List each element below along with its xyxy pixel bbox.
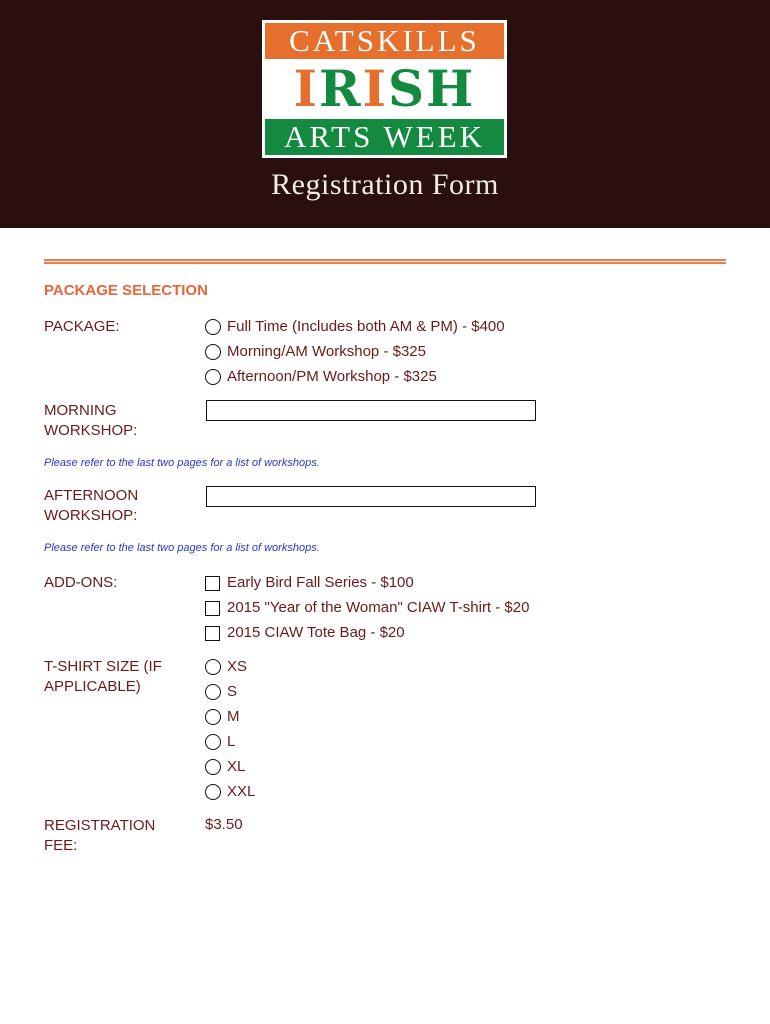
checkbox-icon[interactable]	[205, 626, 220, 641]
afternoon-label-line1: AFTERNOON	[44, 487, 139, 504]
radio-icon[interactable]	[205, 684, 221, 700]
fee-label-line2: FEE:	[44, 837, 78, 854]
tshirt-label-line2: APPLICABLE)	[44, 678, 141, 695]
fee-label-line1: REGISTRATION	[44, 817, 156, 834]
radio-icon[interactable]	[205, 734, 221, 750]
tshirt-label-line1: T-SHIRT SIZE (IF	[44, 658, 162, 675]
tshirt-size-label-text: XXL	[227, 783, 256, 800]
addon-option-tote-bag[interactable]	[205, 623, 405, 643]
package-option-label: Full Time (Includes both AM & PM) - $400	[227, 318, 505, 335]
radio-icon[interactable]	[205, 709, 221, 725]
tshirt-size-label-text: XS	[227, 658, 248, 675]
tshirt-size-label-text: XL	[227, 758, 246, 775]
morning-workshop-field[interactable]	[206, 400, 536, 421]
addons-label: ADD-ONS:	[44, 574, 118, 591]
radio-icon[interactable]	[205, 784, 221, 800]
tshirt-size-l[interactable]	[205, 732, 235, 752]
morning-label-line1: MORNING	[44, 402, 117, 419]
afternoon-workshop-field[interactable]	[206, 486, 536, 507]
radio-icon[interactable]	[205, 759, 221, 775]
logo-mid-text: IRISH	[293, 59, 476, 118]
afternoon-workshop-label	[44, 486, 138, 526]
addon-option-label: Early Bird Fall Series - $100	[227, 574, 414, 591]
addon-option-early-bird[interactable]	[205, 573, 414, 593]
checkbox-icon[interactable]	[205, 601, 220, 616]
radio-icon[interactable]	[205, 659, 221, 675]
section-title: PACKAGE SELECTION	[44, 282, 208, 299]
tshirt-size-label-text: L	[227, 733, 236, 750]
morning-workshop-note: Please refer to the last two pages for a list of workshops.	[44, 457, 320, 469]
tshirt-size-xl[interactable]	[205, 757, 245, 777]
addon-option-label: 2015 "Year of the Woman" CIAW T-shirt - $20	[227, 599, 530, 616]
page-title: Registration Form	[271, 168, 499, 201]
logo-top-text: CATSKILLS	[265, 23, 504, 59]
package-option-afternoon[interactable]	[205, 367, 437, 387]
radio-icon[interactable]	[205, 344, 221, 360]
morning-workshop-label	[44, 401, 137, 441]
catskills-irish-arts-week-logo	[262, 20, 507, 158]
tshirt-size-label-text: S	[227, 683, 238, 700]
addon-option-label: 2015 CIAW Tote Bag - $20	[227, 624, 405, 641]
package-option-label: Afternoon/PM Workshop - $325	[227, 368, 437, 385]
radio-icon[interactable]	[205, 319, 221, 335]
tshirt-size-label	[44, 657, 162, 697]
page-header	[0, 0, 770, 228]
tshirt-size-xxl[interactable]	[205, 782, 255, 802]
radio-icon[interactable]	[205, 369, 221, 385]
afternoon-workshop-note: Please refer to the last two pages for a list of workshops.	[44, 542, 320, 554]
package-label: PACKAGE:	[44, 318, 120, 335]
tshirt-size-label-text: M	[227, 708, 240, 725]
addon-option-tshirt[interactable]	[205, 598, 529, 618]
tshirt-size-m[interactable]	[205, 707, 240, 727]
checkbox-icon[interactable]	[205, 576, 220, 591]
package-option-full-time[interactable]	[205, 317, 505, 337]
morning-label-line2: WORKSHOP:	[44, 422, 138, 439]
section-divider	[44, 259, 726, 264]
package-option-label: Morning/AM Workshop - $325	[227, 343, 426, 360]
logo-bottom-text: ARTS WEEK	[265, 119, 504, 155]
afternoon-label-line2: WORKSHOP:	[44, 507, 138, 524]
registration-fee-label	[44, 816, 155, 856]
tshirt-size-s[interactable]	[205, 682, 237, 702]
tshirt-size-xs[interactable]	[205, 657, 247, 677]
registration-fee-value: $3.50	[205, 816, 243, 833]
package-option-morning[interactable]	[205, 342, 426, 362]
